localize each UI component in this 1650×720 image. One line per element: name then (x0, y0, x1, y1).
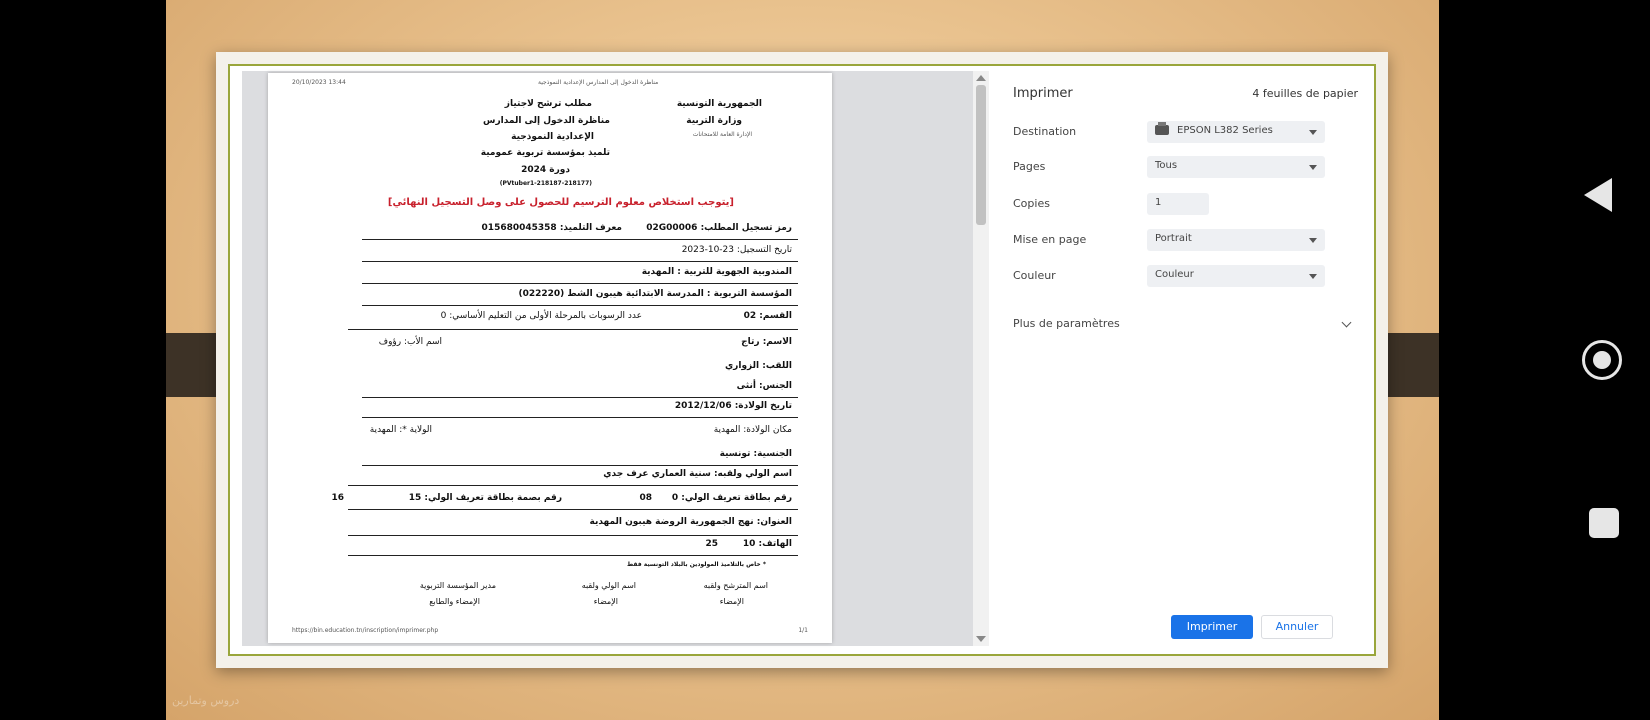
last-name: اللقب: الزواري (724, 361, 792, 371)
preview-scrollbar[interactable] (973, 71, 989, 646)
form-title-line3: الإعدادية النموذجية (511, 132, 594, 142)
birth-state: الولاية *: المهدية (369, 425, 432, 435)
republic-label: الجمهورية التونسية (676, 99, 762, 109)
layout-label: Mise en page (1013, 233, 1087, 246)
nationality: الجنسية: تونسية (719, 449, 792, 459)
form-id-code: (PVtuber1-218187-218177) (499, 180, 592, 187)
sig-candidate: الإمضاء (719, 597, 744, 606)
birth-date: تاريخ الولادة: 2012/12/06 (674, 401, 792, 411)
chevron-down-icon (1309, 274, 1317, 279)
registration-date: تاريخ التسجيل: 23-10-2023 (681, 245, 792, 255)
address: العنوان: نهج الجمهورية الروضة هيبون المهدية (589, 517, 792, 527)
channel-watermark: دروس وتمارين (172, 694, 240, 707)
scroll-thumb[interactable] (976, 85, 986, 225)
gender: الجنس: أنثى (736, 381, 792, 391)
sig-director: الإمضاء والطابع (429, 597, 480, 606)
destination-value: EPSON L382 Series (1177, 125, 1273, 136)
recent-apps-icon[interactable] (1589, 508, 1619, 538)
cancel-button[interactable]: Annuler (1261, 615, 1333, 639)
color-label: Couleur (1013, 269, 1056, 282)
fingerprint-digits: 16 (331, 493, 344, 503)
sig-director-label: مدير المؤسسة التربوية (419, 581, 496, 590)
page-number: 1/1 (798, 627, 808, 634)
form-title-line1: مطلب ترشح لاجتياز (504, 99, 592, 109)
birth-note: * خاص بالتلاميذ المولودين بالبلاد التونسية فقط (626, 561, 766, 568)
copies-label: Copies (1013, 197, 1050, 210)
chevron-down-icon (1309, 165, 1317, 170)
scroll-down-arrow-icon[interactable] (976, 636, 986, 642)
more-settings-toggle[interactable]: Plus de paramètres (1013, 317, 1120, 330)
student-id: معرف التلميذ: 015680045358 (481, 223, 622, 233)
chevron-down-icon (1309, 130, 1317, 135)
pages-value: Tous (1155, 160, 1178, 171)
pages-select[interactable] (1147, 156, 1325, 178)
color-select[interactable] (1147, 265, 1325, 287)
guardian-fingerprint: رقم بصمة بطاقة تعريف الولي: 15 (408, 493, 562, 503)
phone: الهاتف: 10 (742, 539, 792, 549)
print-button[interactable]: Imprimer (1171, 615, 1253, 639)
pages-label: Pages (1013, 160, 1046, 173)
guardian-id: رقم بطاقة تعريف الولي: 0 (671, 493, 792, 503)
father-name: اسم الأب: رؤوف (378, 337, 442, 347)
birth-place: مكان الولادة: المهدية (713, 425, 792, 435)
ministry-label: وزارة التربية (686, 116, 742, 126)
print-settings-panel (989, 71, 1374, 646)
phone-digits: 25 (705, 539, 718, 549)
registration-number: رمز تسجيل المطلب: 02G00006 (646, 223, 792, 233)
session-label: دورة 2024 (521, 165, 570, 175)
destination-select[interactable] (1147, 121, 1325, 143)
first-name: الاسم: رتاج (741, 337, 792, 347)
guardian-id-digits: 08 (639, 493, 652, 503)
scroll-up-arrow-icon[interactable] (976, 75, 986, 81)
failures-count: عدد الرسوبات بالمرحلة الأولى من التعليم الأساسي: 0 (440, 311, 642, 321)
layout-value: Portrait (1155, 233, 1192, 244)
home-icon[interactable] (1582, 340, 1622, 380)
document-page (268, 73, 832, 643)
footer-url: https://bin.education.tn/inscription/imprimer.php (292, 627, 439, 634)
sig-guardian-label: اسم الولي ولقبه (581, 581, 636, 590)
print-timestamp: 20/10/2023 13:44 (292, 79, 346, 86)
chevron-down-icon (1309, 238, 1317, 243)
printer-icon (1155, 125, 1169, 135)
dialog-title: Imprimer (1013, 86, 1073, 101)
regional-directorate: المندوبية الجهوية للتربية : المهدية (641, 267, 792, 277)
chevron-down-icon[interactable] (1342, 318, 1352, 328)
sheet-count: 4 feuilles de papier (1252, 87, 1358, 100)
sig-candidate-label: اسم المترشح ولقبه (703, 581, 768, 590)
copies-value: 1 (1155, 197, 1162, 208)
layout-select[interactable] (1147, 229, 1325, 251)
class-label: القسم: 02 (743, 311, 792, 321)
copies-input[interactable] (1147, 193, 1209, 215)
form-title-line4: تلميذ بمؤسسة تربوية عمومية (480, 148, 610, 158)
fee-warning: [يتوجب استخلاص معلوم الترسيم للحصول على وصل التسجيل النهائي] (387, 197, 734, 208)
form-title-line2: مناظرة الدخول إلى المدارس (483, 116, 610, 126)
school-name: المؤسسة التربوية : المدرسة الابتدائية هيبون الشط (022220) (518, 289, 792, 299)
color-value: Couleur (1155, 269, 1194, 280)
back-icon[interactable] (1584, 178, 1612, 212)
ministry-sub-label: الإدارة العامة للامتحانات (692, 131, 752, 138)
print-header-title: مناظرة الدخول إلى المدارس الإعدادية النموذجية (538, 79, 659, 86)
sig-guardian: الإمضاء (593, 597, 618, 606)
android-nav-bar (1556, 0, 1650, 720)
guardian-name: اسم الولي ولقبه: سنية العماري عرف جدي (603, 469, 792, 479)
destination-label: Destination (1013, 125, 1077, 138)
